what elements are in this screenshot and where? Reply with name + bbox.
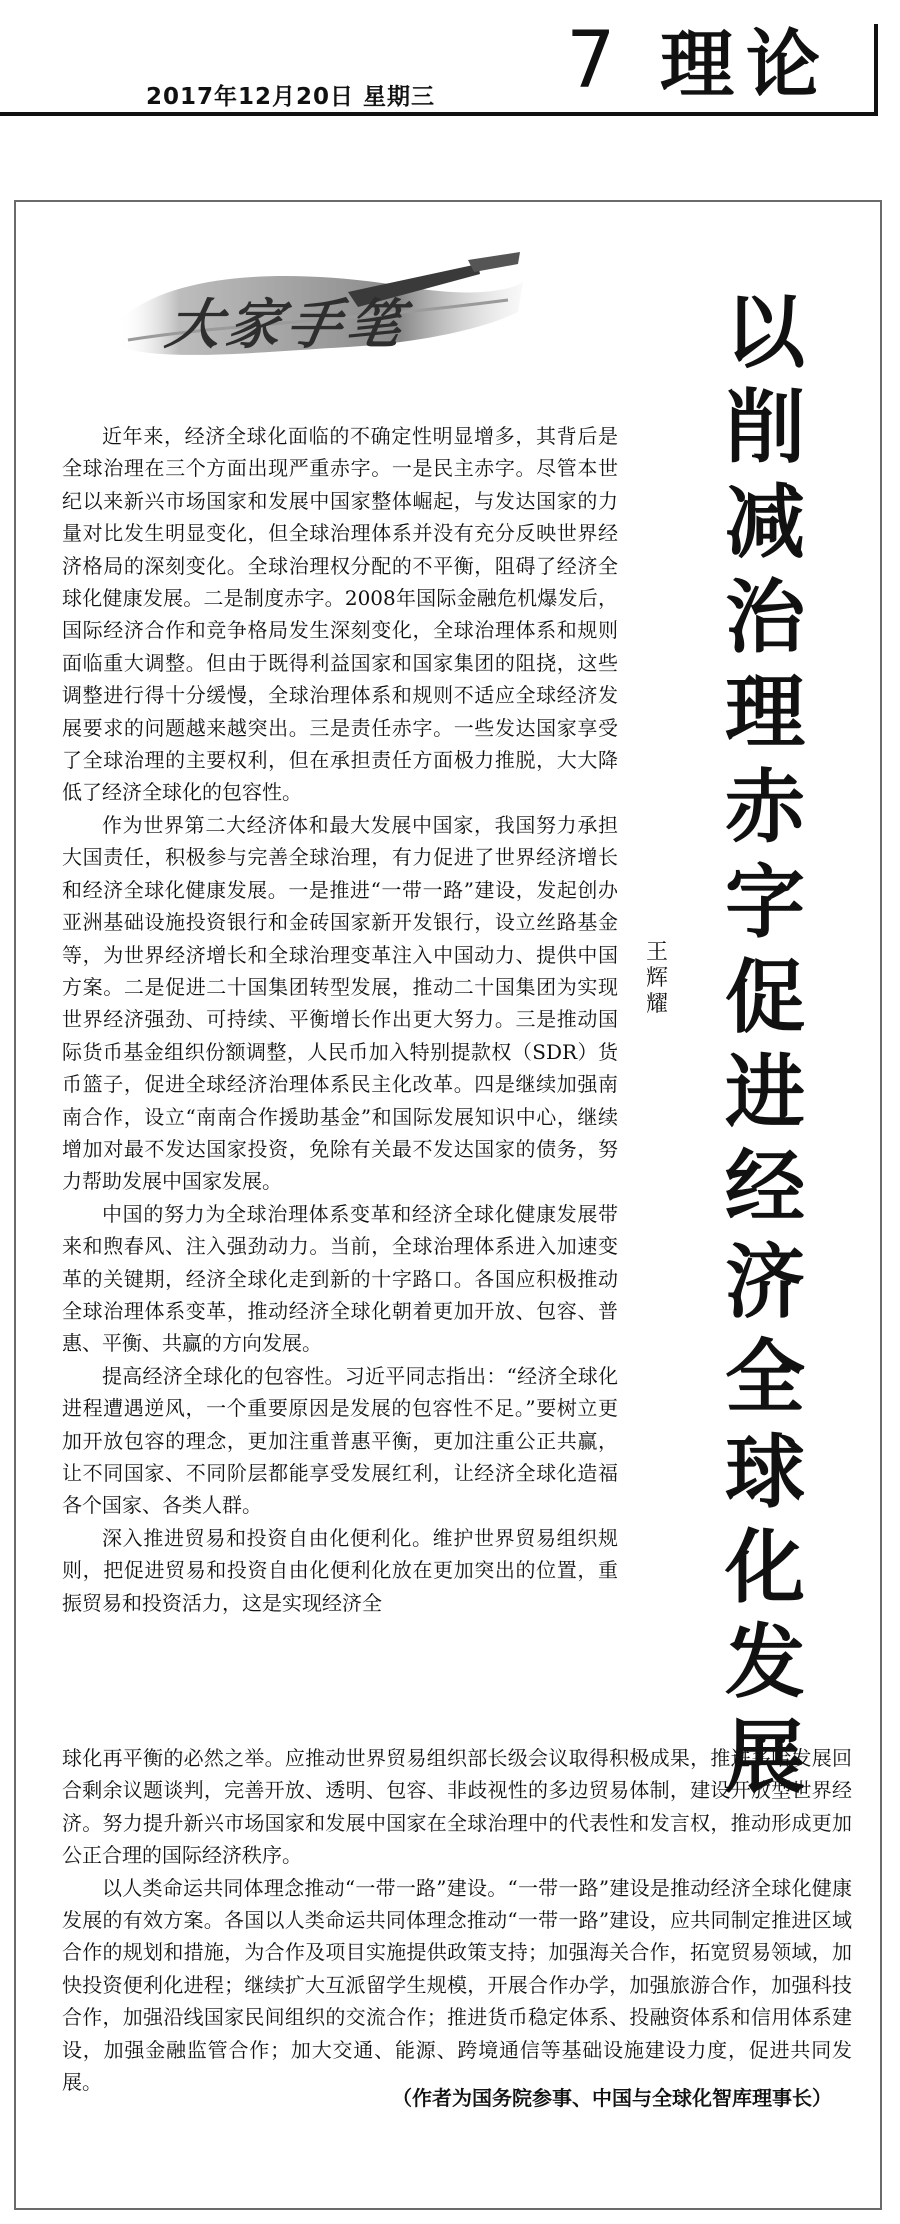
paragraph-continued: 球化再平衡的必然之举。应推动世界贸易组织部长级会议取得积极成果，推进多哈发展回合剩余议题谈判，完善开放、透明、包容、非歧视性的多边贸易体制，建设开放型世界经济。努力提升新兴市场国家和发展中国家在全球治理中的代表性和发言权，推动形成更加公正合理的国际经济秩序。 [62, 1746, 852, 1868]
paragraph: 近年来，经济全球化面临的不确定性明显增多，其背后是全球治理在三个方面出现严重赤字。一是民主赤字。尽管本世纪以来新兴市场国家和发展中国家整体崛起，与发达国家的力量对比发生明显变化，但全球治理体系并没有充分反映世界经济格局的深刻变化。全球治理权分配的不平衡，阻碍了经济全球化健康发展。二是制度赤字。2008年国际金融危机爆发后，国际经济合作和竞争格局发生深刻变化，全球治理体系和规则面临重大调整。但由于既得利益国家和国家集团的阻挠，这些调整进行得十分缓慢，全球治理体系和规则不适应全球经济发展要求的问题越来越突出。三是责任赤字。一些发达国家享受了全球治理的主要权利，但在承担责任方面极力推脱，大大降低了经济全球化的包容性。 [62, 424, 618, 805]
paragraph: 中国的努力为全球治理体系变革和经济全球化健康发展带来和煦春风、注入强劲动力。当前，全球治理体系进入加速变革的关键期，经济全球化走到新的十字路口。各国应积极推动全球治理体系变革，推动经济全球化朝着更加开放、包容、普惠、平衡、共赢的方向发展。 [62, 1201, 618, 1356]
issue-date: 2017年12月20日 星期三 [146, 84, 436, 110]
article-body-narrow [62, 420, 618, 1619]
article-title: 以削减治理赤字促进经济全球化发展 [725, 286, 805, 1804]
section-name: 理论 [660, 22, 832, 108]
header-rule-end [874, 24, 878, 116]
author-name: 王辉耀 [645, 940, 668, 1017]
paragraph: 提高经济全球化的包容性。习近平同志指出：“经济全球化进程遭遇逆风，一个重要原因是发展的包容性不足。”要树立更加开放包容的理念，更加注重普惠平衡，更加注重公正共赢，让不同国家、不同阶层都能享受发展红利，让经济全球化造福各个国家、各类人群。 [62, 1363, 618, 1518]
paragraph: 以人类命运共同体理念推动“一带一路”建设。“一带一路”建设是推动经济全球化健康发展的有效方案。各国以人类命运共同体理念推动“一带一路”建设，应共同制定推进区域合作的规划和措施，为合作及项目实施提供政策支持；加强海关合作，拓宽贸易领域，加快投资便利化进程；继续扩大互派留学生规模，开展合作办学，加强旅游合作，加强科技合作，加强沿线国家民间组织的交流合作；推进货币稳定体系、投融资体系和信用体系建设，加强金融监管合作；加大交通、能源、跨境通信等基础设施建设力度，促进共同发展。 [62, 1875, 852, 2095]
paragraph: 深入推进贸易和投资自由化便利化。维护世界贸易组织规则，把促进贸易和投资自由化便利化放在更加突出的位置，重振贸易和投资活力，这是实现经济全 [62, 1525, 618, 1615]
page-number: 7 [566, 16, 616, 106]
article-body-wide [62, 1742, 852, 2098]
column-logo-text: 大家手笔 [161, 292, 414, 356]
author-byline: （作者为国务院参事、中国与全球化智库理事长） [392, 2086, 832, 2110]
header-rule [0, 112, 878, 116]
paragraph: 作为世界第二大经济体和最大发展中国家，我国努力承担大国责任，积极参与完善全球治理，有力促进了世界经济增长和经济全球化健康发展。一是推进“一带一路”建设，发起创办亚洲基础设施投资银行和金砖国家新开发银行，设立丝路基金等，为世界经济增长和全球治理变革注入中国动力、提供中国方案。二是促进二十国集团转型发展，推动二十国集团为实现世界经济强劲、可持续、平衡增长作出更大努力。三是推动国际货币基金组织份额调整，人民币加入特别提款权（SDR）货币篮子，促进全球经济治理体系民主化改革。四是继续加强南南合作，设立“南南合作援助基金”和国际发展知识中心，继续增加对最不发达国家投资，免除有关最不发达国家的债务，努力帮助发展中国家发展。 [62, 812, 618, 1194]
page-header [0, 0, 900, 120]
column-logo [108, 252, 528, 372]
